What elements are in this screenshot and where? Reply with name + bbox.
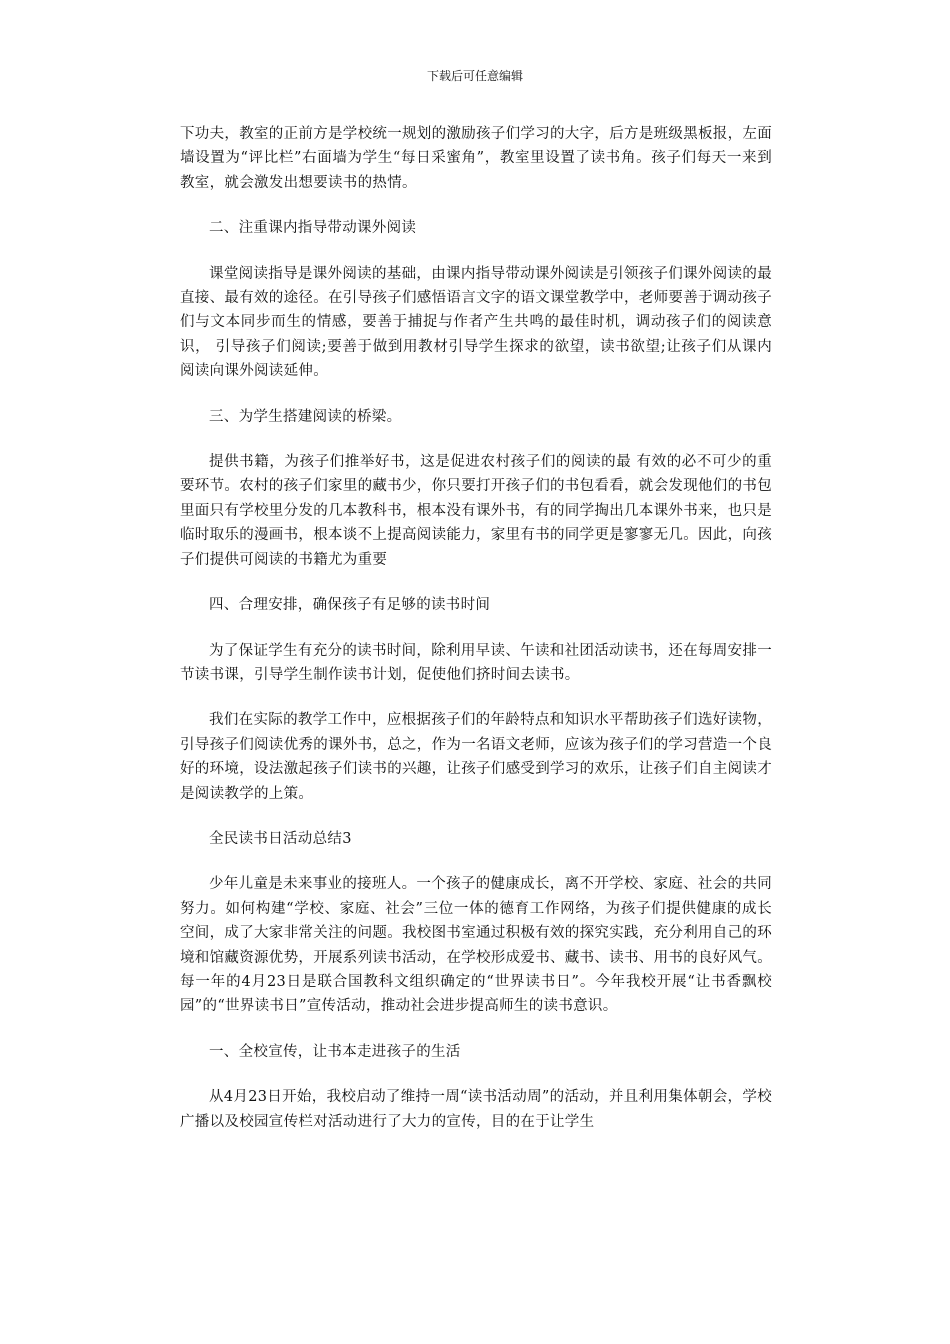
section-heading: 四、合理安排，确保孩子有足够的读书时间 xyxy=(209,597,491,614)
section-heading: 三、为学生搭建阅读的桥梁。 xyxy=(209,408,402,425)
body-paragraph: 为了保证学生有充分的读书时间，除利用早读、午读和社团活动读书，还在每周安排一节读书课，引导学生制作读书计划，促使他们挤时间去读书。 xyxy=(180,642,772,683)
body-paragraph: 课堂阅读指导是课外阅读的基础，由课内指导带动课外阅读是引领孩子们课外阅读的最直接、最有效的途径。在引导孩子们感悟语言文字的语文课堂教学中，老师要善于调动孩子们与文本同步而生的情感，要善于捕捉与作者产生共鸣的最佳时机，调动孩子们的阅读意识， 引导孩子们阅读;要善于做到用教材引导学生探求的欲望，读书欲望;让孩子们从课内阅读向课外阅读延伸。 xyxy=(180,265,772,380)
body-paragraph: 少年儿童是未来事业的接班人。一个孩子的健康成长，离不开学校、家庭、社会的共同努力。如何构建“学校、家庭、社会”三位一体的德育工作网络，为孩子们提供健康的成长空间，成了大家非常关注的问题。我校图书室通过积极有效的探究实践，充分利用自己的环境和馆藏资源优势，开展系列读书活动，在学校形成爱书、藏书、读书、用书的良好风气。每一年的4月23日是联合国教科文组织确定的“世界读书日”。今年我校开展“让书香飘校园”的“世界读书日”宣传活动，推动社会进步提高师生的读书意识。 xyxy=(180,876,772,1015)
body-paragraph: 下功夫，教室的正前方是学校统一规划的激励孩子们学习的大字，后方是班级黑板报，左面墙设置为“评比栏”右面墙为学生“每日采蜜角”，教室里设置了读书角。孩子们每天一来到教室，就会激发出想要读书的热情。 xyxy=(180,126,772,191)
section-heading: 一、全校宣传，让书本走进孩子的生活 xyxy=(209,1043,461,1060)
body-paragraph: 提供书籍，为孩子们推举好书，这是促进农村孩子们的阅读的最 有效的必不可少的重要环节。农村的孩子们家里的藏书少，你只要打开孩子们的书包看看，就会发现他们的书包里面只有学校里分发的几本教科书，根本没有课外书，有的同学掏出几本课外书来，也只是临时取乐的漫画书，根本谈不上提高阅读能力，家里有书的同学更是寥寥无几。因此，向孩子们提供可阅读的书籍尤为重要 xyxy=(180,454,772,568)
section-heading: 二、注重课内指导带动课外阅读 xyxy=(209,220,417,237)
page-header: 下载后可任意编辑 xyxy=(426,69,523,83)
article-title: 全民读书日活动总结3 xyxy=(209,830,352,847)
body-paragraph: 我们在实际的教学工作中，应根据孩子们的年龄特点和知识水平帮助孩子们选好读物，引导孩子们阅读优秀的课外书，总之，作为一名语文老师，应该为孩子们的学习营造一个良好的环境，设法激起孩子们读书的兴趣，让孩子们感受到学习的欢乐，让孩子们自主阅读才 是阅读教学的上策。 xyxy=(180,712,772,802)
body-paragraph: 从4月23日开始，我校启动了维持一周“读书活动周”的活动，并且利用集体朝会，学校广播以及校园宣传栏对活动进行了大力的宣传，目的在于让学生 xyxy=(180,1089,772,1130)
document-body xyxy=(180,122,772,1155)
